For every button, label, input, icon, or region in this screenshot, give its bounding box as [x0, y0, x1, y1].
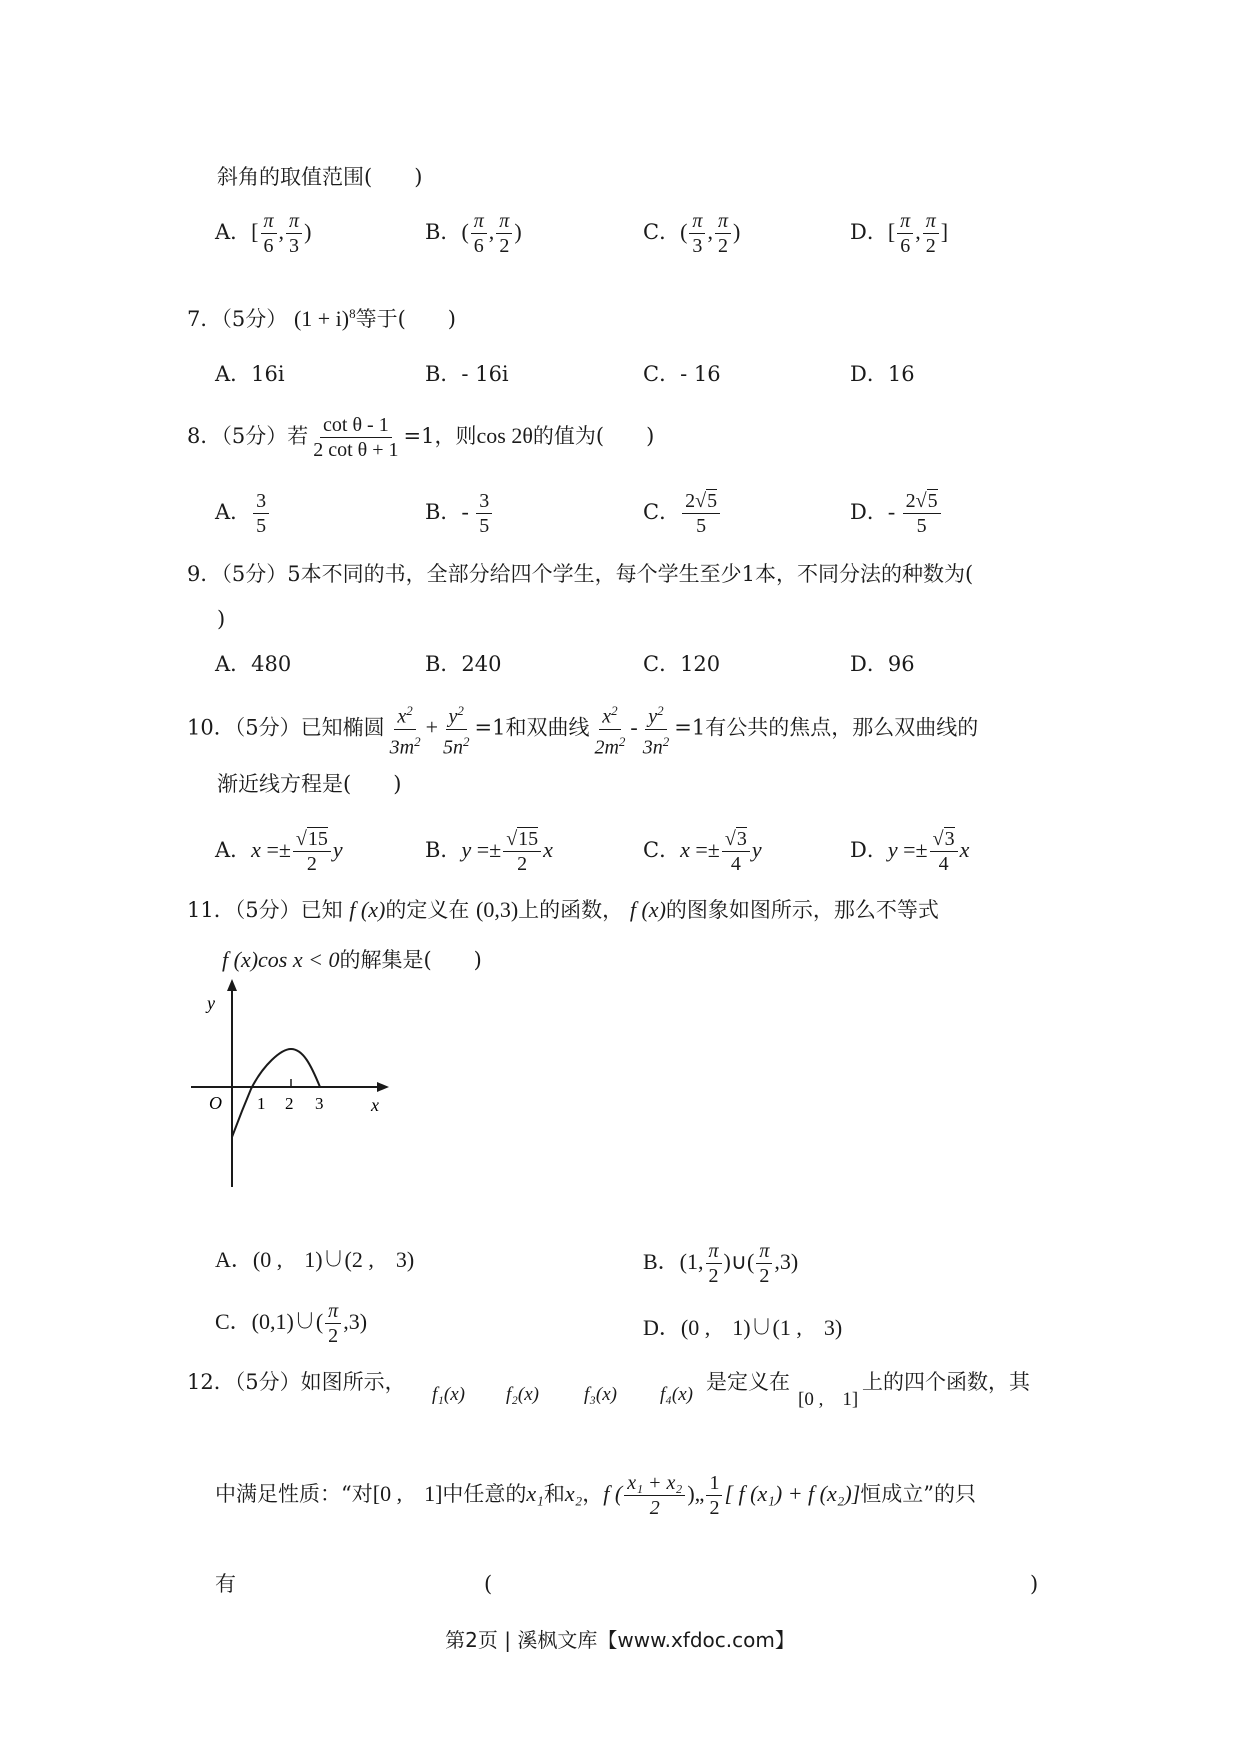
- q7-score: （5分）: [221, 307, 288, 331]
- q7-option-a: A．16i: [215, 362, 285, 386]
- q10-option-c: C．x =± $\frac{√3}{4}$ y: [643, 828, 762, 875]
- q8-score: （5分）若: [221, 424, 309, 448]
- q11-option-b: [643, 1240, 798, 1287]
- five: 5: [696, 515, 707, 537]
- six: 6: [473, 235, 484, 257]
- q8-stem: [187, 414, 654, 461]
- q10-option-d: D．y =± $\frac{√3}{4}$ x: [850, 828, 970, 875]
- q12-line2c: 中任意的: [442, 1482, 527, 1506]
- q11-option-c-end: ,3): [343, 1309, 368, 1334]
- q12-x1: x₁: [526, 1481, 544, 1506]
- five: 5: [707, 490, 718, 512]
- q9-option-a: A．480: [215, 652, 292, 676]
- two: 2: [499, 235, 510, 257]
- q12-comma: ，: [582, 1482, 604, 1506]
- x-axis-label: x: [371, 1095, 379, 1115]
- q10-line2: 渐近线方程是( ): [217, 772, 402, 796]
- q8-fraction-denominator: 2 cot θ + 1: [313, 439, 399, 461]
- q6-option-b: B．( $\frac{\pi}{6}$ , $\frac{\pi}{2}$ ): [425, 210, 522, 257]
- two: 2: [708, 1265, 719, 1287]
- q11-stem-line2: [222, 946, 482, 974]
- q10-post: =1有公共的焦点，那么双曲线的: [674, 715, 979, 740]
- q7-exponent: 8: [349, 306, 356, 321]
- pi: π: [261, 210, 277, 234]
- q9-number: 9．: [187, 562, 222, 586]
- function-curve: [232, 1049, 320, 1137]
- q7-tail: 等于( ): [355, 307, 456, 331]
- q12-line2: 中满足性质：“对[0 , 1]中任意的x₁和x₂，f ( $\frac{\text{x₁ + x₂}}{2}$ )„ $\frac{1}{2}$ [ f (x₁) + f (x₂)]恒成立”的只: [215, 1472, 977, 1519]
- q8-equals: =1，则: [403, 424, 477, 448]
- q10-stem: 10．（5分）已知椭圆 $\frac{x^2}{3m^2}$ + $\frac{y^2}{5n^2}$ =1和双曲线 $\frac{x^2}{2m^2}$ - $\frac{y^2}{3n^2}$ =1有公共的焦点，那么双曲线的: [187, 700, 978, 758]
- q12-line3: 有: [215, 1572, 236, 1596]
- q12-func-f3: f₃(x): [584, 1384, 617, 1405]
- q7-option-c: C．- 16: [643, 362, 721, 386]
- q12-func-f2: f₂(x): [506, 1384, 539, 1405]
- q11-fx-2: f (x): [629, 897, 666, 922]
- q6-option-d-label: D．: [850, 220, 888, 244]
- q11-text4: 的图象如图所示，那么不等式: [665, 898, 939, 922]
- q8-option-d: D．- $\frac{2√5}{5}$: [850, 490, 943, 537]
- q12-interval: [0 , 1]: [798, 1389, 859, 1410]
- q9-stem-cont: ): [217, 607, 226, 631]
- q8-option-b: B．- $\frac{3}{5}$: [425, 490, 494, 537]
- q8-option-d-label: D．: [850, 500, 888, 524]
- six: 6: [900, 235, 911, 257]
- q12-func-f1: f₁(x): [432, 1384, 465, 1405]
- q7-expression: (1 + i): [293, 306, 350, 331]
- tick-label-2: 2: [285, 1094, 294, 1113]
- q10-option-c-label: C．: [643, 838, 681, 862]
- y-axis-arrow: [227, 979, 237, 991]
- q7-option-d: D．16: [850, 362, 915, 386]
- q6-option-c: C．( $\frac{\pi}{3}$ , $\frac{\pi}{2}$ ): [643, 210, 741, 257]
- q11-interval: (0,3): [476, 897, 519, 922]
- q7-stem: [187, 300, 456, 333]
- y-axis-label: y: [207, 993, 215, 1013]
- two: 2: [925, 235, 936, 257]
- q12-stem: [187, 1368, 406, 1396]
- q11-stem: [187, 896, 939, 924]
- q11-function-graph: [185, 975, 395, 1195]
- two: 2: [709, 1497, 720, 1519]
- q6-option-c-label: C．: [643, 220, 681, 244]
- q8-option-c: C． $\frac{2√5}{5}$: [643, 490, 722, 537]
- three: 3: [253, 490, 269, 514]
- origin-label: O: [209, 1093, 222, 1113]
- q10-option-b: B．y =± $\frac{√15}{2}$ x: [425, 828, 553, 875]
- q6-tail-text: 斜角的取值范围( ): [217, 165, 423, 189]
- six: 6: [263, 235, 274, 257]
- q10-mid: =1和双曲线: [474, 715, 590, 740]
- q7-option-b: B．- 16i: [425, 362, 509, 386]
- pi: π: [325, 1300, 341, 1324]
- pi: π: [496, 210, 512, 234]
- q12-func-f4: f₄(x): [660, 1384, 693, 1405]
- q12-line2a: 中满足性质：“对: [215, 1482, 373, 1506]
- q12-x2: x₂: [564, 1481, 583, 1506]
- q11-fx: f (x): [349, 897, 386, 922]
- tick-label-1: 1: [257, 1094, 266, 1113]
- q10-option-a-label: A．: [215, 838, 252, 862]
- three: 3: [692, 235, 703, 257]
- q10-option-b-label: B．: [425, 838, 462, 862]
- q8-option-c-label: C．: [643, 500, 681, 524]
- tick-label-3: 3: [315, 1094, 324, 1113]
- pi: π: [756, 1240, 772, 1264]
- pi: π: [715, 210, 731, 234]
- q10-pre: （5分）已知椭圆: [234, 715, 385, 740]
- q11-text2: 的定义在: [385, 898, 470, 922]
- three: 3: [289, 235, 300, 257]
- q12-and: 和: [543, 1482, 565, 1506]
- q12-ineq-f: f (: [603, 1481, 623, 1506]
- q12-paren-close: ): [1030, 1572, 1039, 1596]
- q8-number: 8．: [187, 424, 222, 448]
- q12-number: 12．: [187, 1370, 235, 1394]
- q11-option-b-mid: )∪(: [723, 1249, 755, 1274]
- q7-number: 7．: [187, 307, 222, 331]
- q12-line2b: [0 , 1]: [372, 1481, 443, 1506]
- q6-option-d: D．[ $\frac{\pi}{6}$ , $\frac{\pi}{2}$ ]: [850, 210, 949, 257]
- two: 2: [717, 235, 728, 257]
- q12-half-rest: [ f (x₁) + f (x₂)]: [724, 1481, 861, 1506]
- five: 5: [916, 515, 927, 537]
- q11-option-c-pre: C．(0,1)∪(: [215, 1309, 324, 1334]
- one: 1: [706, 1472, 722, 1496]
- q12-tail: 上的四个函数，其: [862, 1370, 1030, 1394]
- two: 2: [328, 1325, 339, 1347]
- five: 5: [479, 515, 490, 537]
- two: 2: [649, 1497, 660, 1519]
- pi: π: [923, 210, 939, 234]
- page-footer: 第2页 | 溪枫文库【www.xfdoc.com】: [445, 1628, 795, 1652]
- q10-option-d-label: D．: [850, 838, 888, 862]
- q8-tail: 的值为( ): [532, 424, 655, 448]
- q11-option-c: [215, 1300, 367, 1347]
- pi: π: [471, 210, 487, 234]
- five: 5: [927, 490, 938, 512]
- q9-stem: [187, 560, 973, 588]
- q11-inequality: f (x)cos x < 0: [222, 947, 340, 972]
- q11-text3: 上的函数，: [518, 898, 624, 922]
- q12-ineq-le: )„: [687, 1481, 705, 1506]
- five: 5: [256, 515, 267, 537]
- q8-fraction-numerator: cot θ - 1: [320, 414, 392, 438]
- q8-option-a-label: A．: [215, 500, 252, 524]
- q6-option-b-label: B．: [425, 220, 462, 244]
- q12-paren-open: (: [484, 1572, 493, 1596]
- q11-text1: （5分）已知: [234, 898, 343, 922]
- q11-tail: 的解集是( ): [339, 948, 482, 972]
- q11-option-a: A．(0 , 1)∪(2 , 3): [215, 1247, 415, 1272]
- q12-mid: 是定义在: [706, 1370, 790, 1394]
- three: 3: [476, 490, 492, 514]
- q6-option-a: A．[ $\frac{\pi}{6}$ , $\frac{\pi}{3}$ ): [215, 210, 312, 257]
- q10-number: 10．: [187, 715, 235, 740]
- q11-option-d: D．(0 , 1)∪(1 , 3): [643, 1315, 843, 1340]
- q11-option-b-end: ,3): [774, 1249, 799, 1274]
- q9-option-b: B．240: [425, 652, 502, 676]
- pi: π: [706, 1240, 722, 1264]
- q8-option-a: [215, 490, 271, 537]
- pi: π: [689, 210, 705, 234]
- q8-option-b-label: B．: [425, 500, 462, 524]
- q12-line2d: 恒成立”的只: [860, 1482, 977, 1506]
- q9-text: （5分）5本不同的书，全部分给四个学生，每个学生至少1本，不同分法的种数为(: [221, 562, 974, 586]
- pi: π: [286, 210, 302, 234]
- q10-option-a: A．x =± $\frac{√15}{2}$ y: [215, 828, 343, 875]
- q11-option-b-pre: B．(1,: [643, 1249, 704, 1274]
- pi: π: [897, 210, 913, 234]
- two: 2: [759, 1265, 770, 1287]
- q12-pre: （5分）如图所示，: [234, 1370, 406, 1394]
- q9-option-d: D．96: [850, 652, 915, 676]
- q9-option-c: C．120: [643, 652, 721, 676]
- q8-cos-expression: cos 2θ: [476, 423, 533, 448]
- q11-number: 11．: [187, 898, 235, 922]
- q6-option-a-label: A．: [215, 220, 252, 244]
- x-axis-arrow: [377, 1082, 389, 1092]
